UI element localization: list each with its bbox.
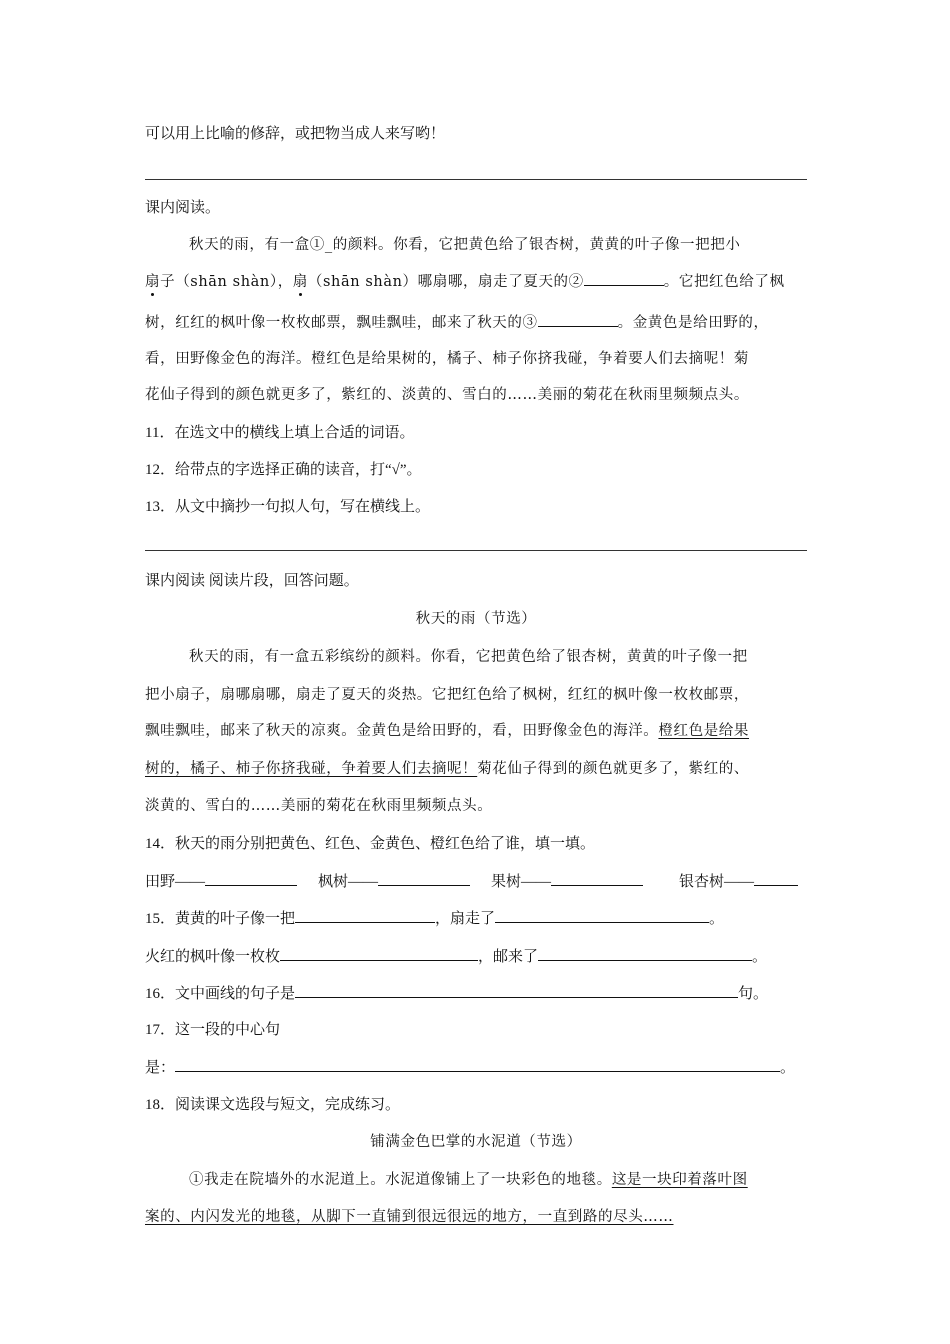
q15-blank[interactable] <box>295 908 435 923</box>
underlined-sentence: 案的、内闪发光的地毯，从脚下一直铺到很远很远的地方，一直到路的尽头…… <box>145 1209 674 1225</box>
question-12: 12．给带点的字选择正确的读音，打“√”。 <box>145 462 422 478</box>
question-13: 13．从文中摘抄一句拟人句，写在横线上。 <box>145 499 431 515</box>
q14-blank[interactable] <box>754 871 798 886</box>
q14-blank[interactable] <box>378 871 470 886</box>
passage-line: 秋天的雨，有一盒①_的颜料。你看，它把黄色给了银杏树，黄黄的叶子像一把把小 <box>189 237 741 253</box>
q15-blank[interactable] <box>280 946 478 961</box>
question-14: 14．秋天的雨分别把黄色、红色、金黄色、橙红色给了谁，填一填。 <box>145 836 596 852</box>
q14-row <box>318 871 470 892</box>
question-15-line2: 火红的枫叶像一枚枚 ，邮来了 。 <box>145 946 767 967</box>
underlined-sentence: 这是一块印着落叶图 <box>611 1172 748 1188</box>
question-17-line2: 是： 。 <box>145 1057 795 1078</box>
passage-title: 秋天的雨（节选） <box>415 611 537 627</box>
passage-line: 扇子（shān shàn），扇（shān shàn）哪扇哪，扇走了夏天的② 。它把红色给了枫 <box>145 271 785 292</box>
section-heading: 课内阅读 阅读片段，回答问题。 <box>145 573 359 589</box>
passage-line: 树，红红的枫叶像一枚枚邮票，飘哇飘哇，邮来了秋天的③ 。金黄色是给田野的， <box>145 312 769 333</box>
question-18: 18．阅读课文选段与短文，完成练习。 <box>145 1097 401 1113</box>
dotted-char: 扇 <box>292 274 308 290</box>
q14-label: 果树—— <box>491 874 552 890</box>
q14-blank[interactable] <box>205 871 297 886</box>
q14-label: 枫树—— <box>318 874 379 890</box>
passage-title: 铺满金色巴掌的水泥道（节选） <box>370 1134 582 1150</box>
q14-blank[interactable] <box>551 871 643 886</box>
q14-label: 银杏树—— <box>679 874 755 890</box>
passage-line <box>145 1207 674 1227</box>
passage-line: 看，田野像金色的海洋。橙红色是给果树的，橘子、柿子你挤我碰，争着要人们去摘呢！菊 <box>145 351 749 367</box>
q15-blank[interactable] <box>495 908 709 923</box>
q16-blank[interactable] <box>295 983 738 998</box>
q14-row <box>145 871 297 892</box>
passage-line: 花仙子得到的颜色就更多了，紫红的、淡黄的、雪白的……美丽的菊花在秋雨里频频点头。 <box>145 387 749 403</box>
q14-row <box>679 871 798 892</box>
fill-blank-3[interactable] <box>538 312 618 327</box>
q14-row <box>491 871 643 892</box>
passage-line: 秋天的雨，有一盒五彩缤纷的颜料。你看，它把黄色给了银杏树，黄黄的叶子像一把 <box>189 649 748 665</box>
passage-line: 淡黄的、雪白的……美丽的菊花在秋雨里频频点头。 <box>145 798 493 814</box>
dotted-char: 扇 <box>145 274 161 290</box>
worksheet-page <box>145 0 807 1344</box>
q15-blank[interactable] <box>538 946 752 961</box>
section-heading: 课内阅读。 <box>145 200 221 216</box>
answer-line <box>145 550 807 551</box>
passage-line: 把小扇子，扇哪扇哪，扇走了夏天的炎热。它把红色给了枫树，红红的枫叶像一枚枚邮票， <box>145 687 749 703</box>
top-note: 可以用上比喻的修辞，或把物当成人来写哟！ <box>145 126 446 142</box>
question-15: 15．黄黄的叶子像一把 ，扇走了 。 <box>145 908 724 929</box>
answer-line <box>145 179 807 180</box>
q17-blank[interactable] <box>175 1057 780 1072</box>
passage-line: 飘哇飘哇，邮来了秋天的凉爽。金黄色是给田野的，看，田野像金色的海洋。橙红色是给果 <box>145 723 750 739</box>
question-17: 17．这一段的中心句 <box>145 1022 281 1038</box>
underlined-sentence: 树的，橘子、柿子你挤我碰，争着要人们去摘呢！ <box>145 761 478 777</box>
fill-blank-2[interactable] <box>584 271 664 286</box>
question-11: 11．在选文中的横线上填上合适的词语。 <box>145 425 415 441</box>
passage-line: ①我走在院墙外的水泥道上。水泥道像铺上了一块彩色的地毯。这是一块印着落叶图 <box>189 1172 748 1188</box>
passage-line: 树的，橘子、柿子你挤我碰，争着要人们去摘呢！菊花仙子得到的颜色就更多了，紫红的、 <box>145 761 750 777</box>
question-16: 16．文中画线的句子是 句。 <box>145 983 768 1004</box>
q14-label: 田野—— <box>145 874 206 890</box>
underlined-sentence: 橙红色是给果 <box>658 723 750 739</box>
